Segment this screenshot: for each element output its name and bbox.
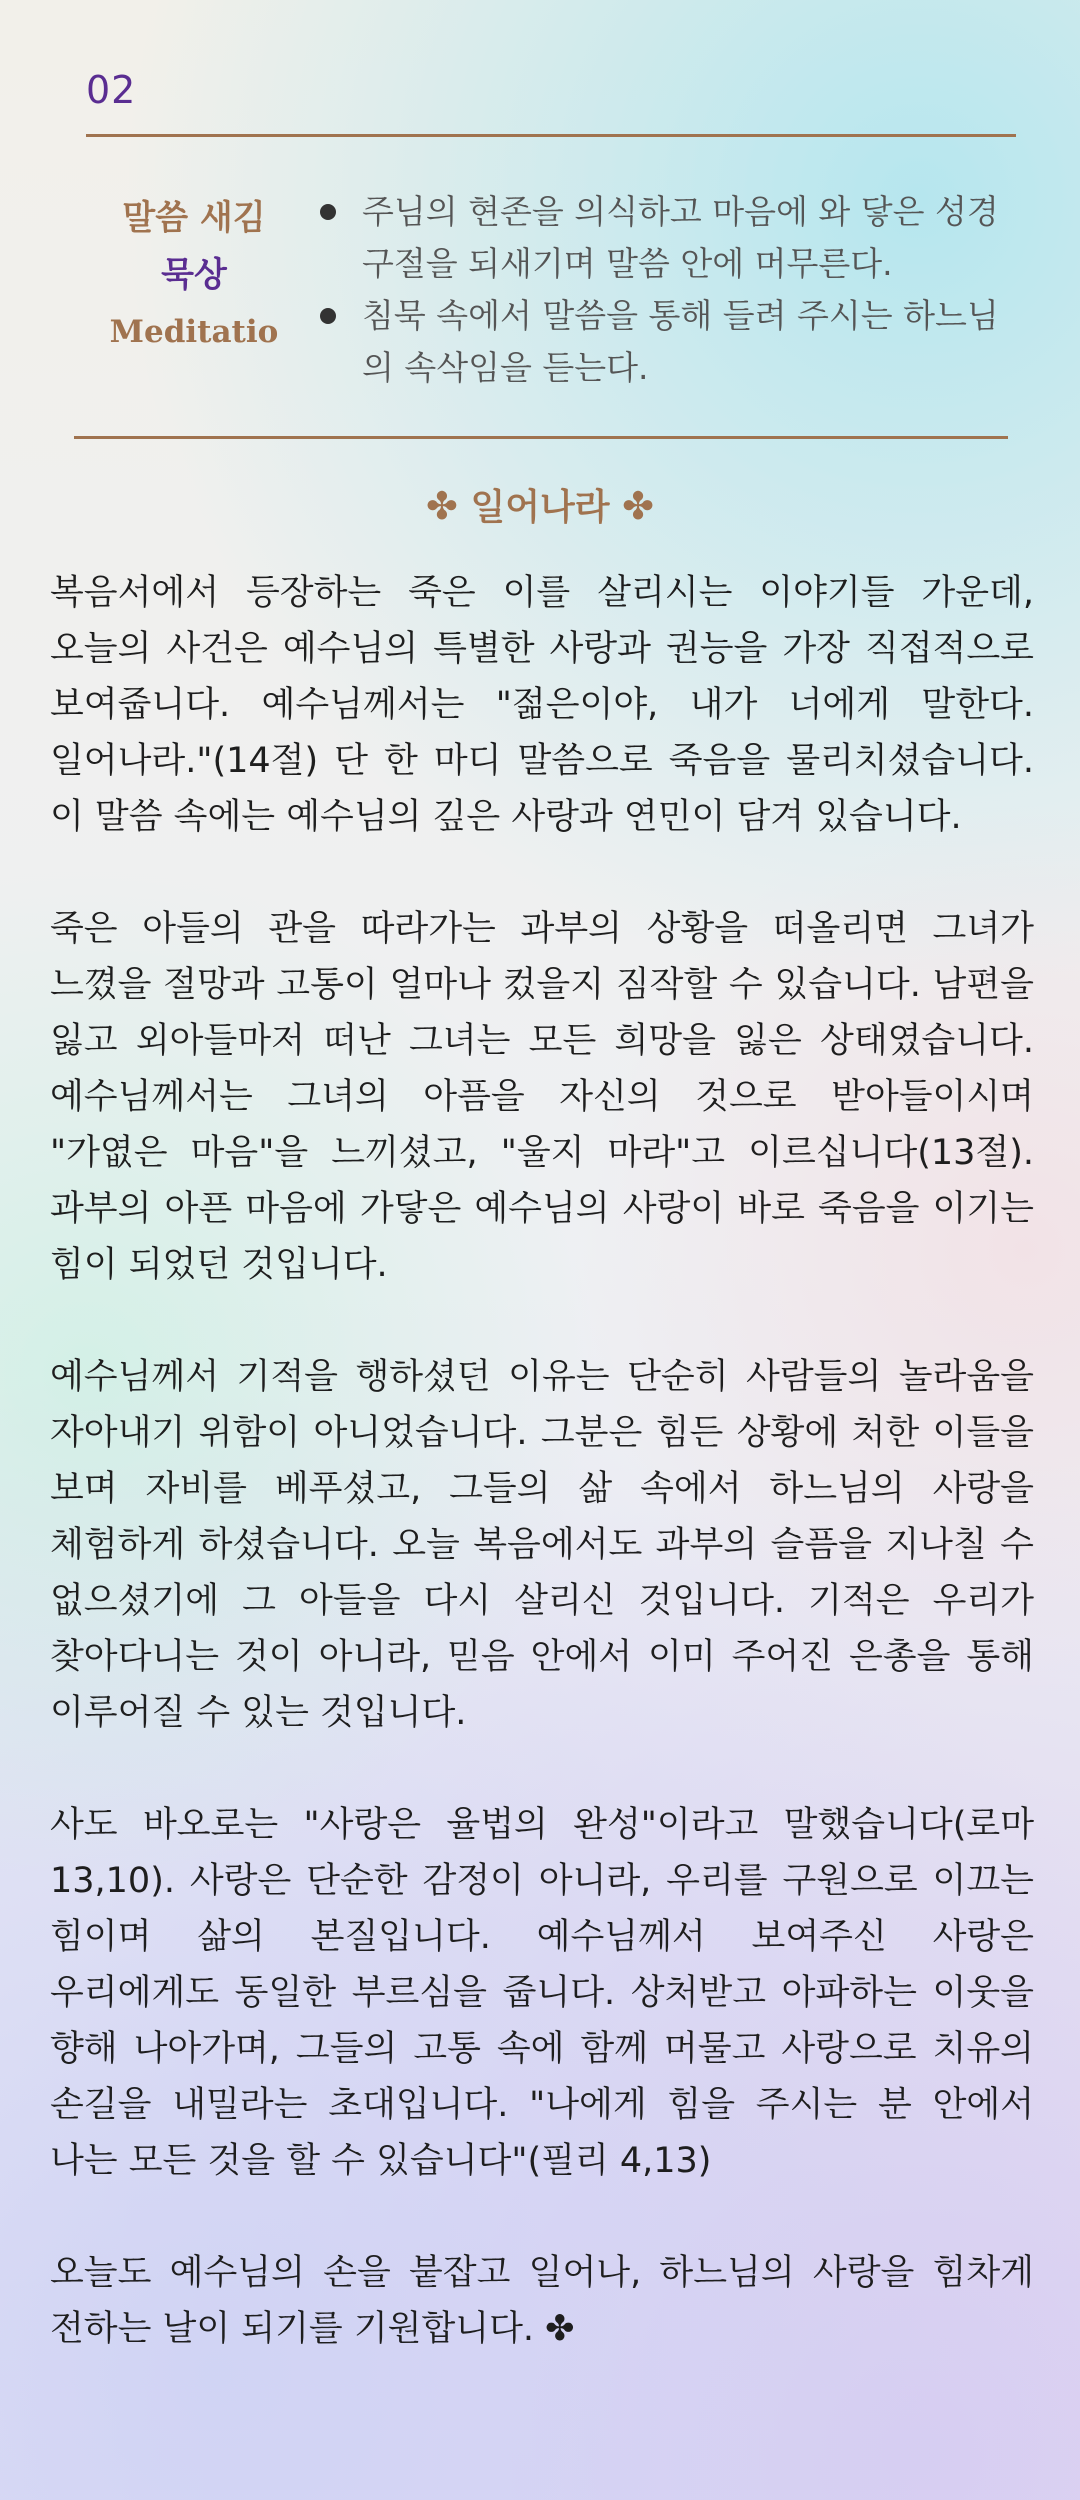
bullet-icon <box>320 204 336 220</box>
reflection-heading-text: 일어나라 <box>470 487 610 528</box>
top-divider <box>86 134 1016 137</box>
bullet-icon <box>320 308 336 324</box>
instruction-list <box>320 186 1020 394</box>
paragraph: 사도 바오로는 "사랑은 율법의 완성"이라고 말했습니다(로마 13,10). 사랑은 단순한 감정이 아니라, 우리를 구원으로 이끄는 힘이며 삶의 본질입니다. 예수님께서 보여주신 사랑은 우리에게도 동일한 부르심을 줍니다. 상처받고 아파하는 이웃을 향해 나아가며, 그들의 고통 속에 함께 머물고 사랑으로 치유의 손길을 내밀라는 초대입니다. "나에게 힘을 주시는 분 안에서 나는 모든 것을 할 수 있습니다"(필리 4,13) <box>50 1805 1034 2181</box>
instruction-text: 주님의 현존을 의식하고 마음에 와 닿은 성경구절을 되새기며 말씀 안에 머무른다. <box>362 192 999 283</box>
instruction-item <box>320 290 1020 394</box>
clover-icon: ✤ <box>622 484 654 528</box>
section-number: 02 <box>86 68 137 112</box>
section-title-block <box>78 190 310 361</box>
paragraph: 죽은 아들의 관을 따라가는 과부의 상황을 떠올리면 그녀가 느꼈을 절망과 고통이 얼마나 컸을지 짐작할 수 있습니다. 남편을 잃고 외아들마저 떠난 그녀는 모든 희망을 잃은 상태였습니다. 예수님께서는 그녀의 아픔을 자신의 것으로 받아들이시며 "가엾은 마음"을 느끼셨고, "울지 마라"고 이르십니다(13절). 과부의 아픈 마음에 가닿은 예수님의 사랑이 바로 죽음을 이기는 힘이 되었던 것입니다. <box>50 909 1034 1285</box>
instruction-item <box>320 186 1020 290</box>
paragraph: 예수님께서 기적을 행하셨던 이유는 단순히 사람들의 놀라움을 자아내기 위함이 아니었습니다. 그분은 힘든 상황에 처한 이들을 보며 자비를 베푸셨고, 그들의 삶 속에서 하느님의 사랑을 체험하게 하셨습니다. 오늘 복음에서도 과부의 슬픔을 지나칠 수 없으셨기에 그 아들을 다시 살리신 것입니다. 기적은 우리가 찾아다니는 것이 아니라, 믿음 안에서 이미 주어진 은총을 통해 이루어질 수 있는 것입니다. <box>50 1357 1034 1733</box>
reflection-body <box>50 565 1034 2413</box>
bottom-divider <box>74 436 1008 439</box>
clover-icon: ✤ <box>426 484 458 528</box>
section-title-latin: Meditatio <box>109 314 279 350</box>
section-title-meditation: 묵상 <box>161 255 227 295</box>
reflection-heading <box>0 476 1080 538</box>
section-title-korean: 말씀 새김 <box>122 198 266 238</box>
paragraph: 오늘도 예수님의 손을 붙잡고 일어나, 하느님의 사랑을 힘차게 전하는 날이 되기를 기원합니다. ✤ <box>50 2253 1034 2349</box>
instruction-text: 침묵 속에서 말씀을 통해 들려 주시는 하느님의 속삭임을 듣는다. <box>362 296 999 387</box>
paragraph: 복음서에서 등장하는 죽은 이를 살리시는 이야기들 가운데, 오늘의 사건은 예수님의 특별한 사랑과 권능을 가장 직접적으로 보여줍니다. 예수님께서는 "젊은이야, 내가 너에게 말한다. 일어나라."(14절) 단 한 마디 말씀으로 죽음을 물리치셨습니다. 이 말씀 속에는 예수님의 깊은 사랑과 연민이 담겨 있습니다. <box>50 573 1034 837</box>
